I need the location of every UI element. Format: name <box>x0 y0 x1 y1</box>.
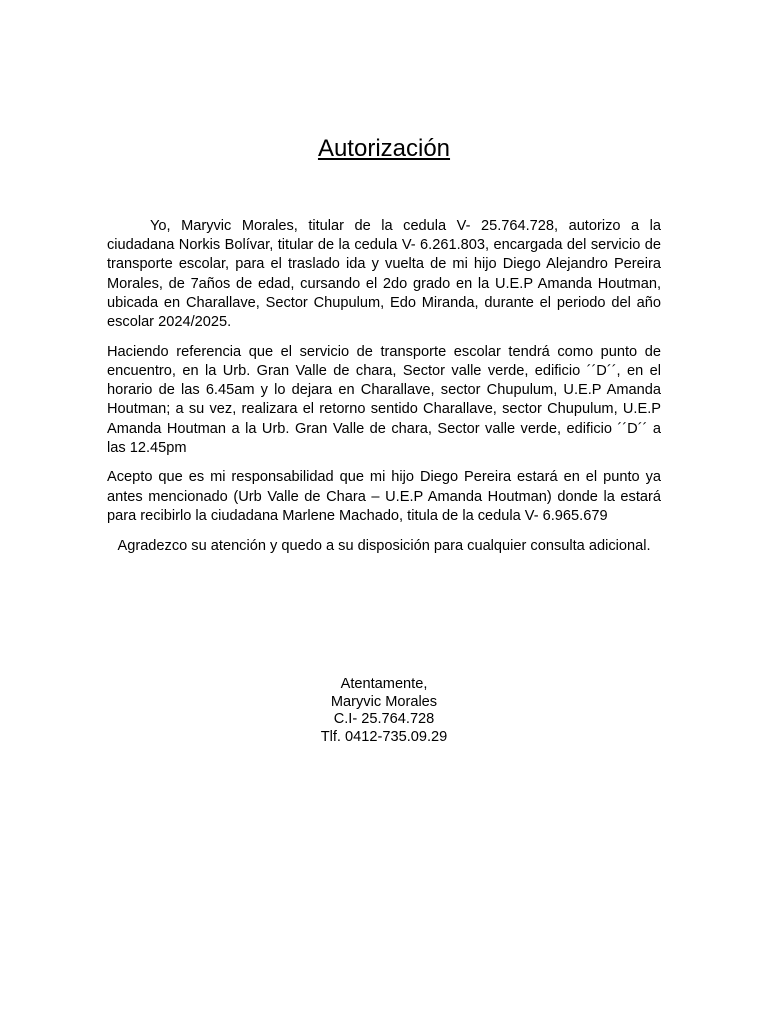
paragraph-meeting-point: Haciendo referencia que el servicio de transporte escolar tendrá como punto de encuentro, en la Urb. Gran Valle de chara, Sector valle verde, edificio ´´D´´, en el horario de las 6.45am y lo dejara en Charallave, sector Chupulum, U.E.P Amanda Houtman; a su vez, realizara el retorno sentido Charallave, sector Chupulum, U.E.P Amanda Houtman a la Urb. Gran Valle de chara, Sector valle verde, edificio ´´D´´ a las 12.45pm <box>107 343 661 456</box>
paragraph-authorization: Yo, Maryvic Morales, titular de la cedula V- 25.764.728, autorizo a la ciudadana Norkis Bolívar, titular de la cedula V- 6.261.803, encargada del servicio de transporte escolar, para el traslado ida y vuelta de mi hijo Diego Alejandro Pereira Morales, de 7años de edad, cursando el 2do grado en la U.E.P Amanda Houtman, ubicada en Charallave, Sector Chupulum, Edo Miranda, durante el periodo del año escolar 2024/2025. <box>107 218 661 331</box>
paragraph-thanks: Agradezco su atención y quedo a su disposición para cualquier consulta adicional. <box>117 537 651 554</box>
signature-block <box>0 676 768 746</box>
document-body <box>107 217 661 566</box>
signature-id: C.I- 25.764.728 <box>333 711 435 728</box>
signature-phone: Tlf. 0412-735.09.29 <box>320 728 448 745</box>
signature-name: Maryvic Morales <box>330 693 438 710</box>
signature-closing: Atentamente, <box>340 676 428 692</box>
paragraph-responsibility: Acepto que es mi responsabilidad que mi hijo Diego Pereira estará en el punto ya antes mencionado (Urb Valle de Chara – U.E.P Amanda Houtman) donde la estará para recibirlo la ciudadana Marlene Machado, titula de la cedula V- 6.965.679 <box>107 469 661 524</box>
document-title: Autorización <box>317 135 451 162</box>
